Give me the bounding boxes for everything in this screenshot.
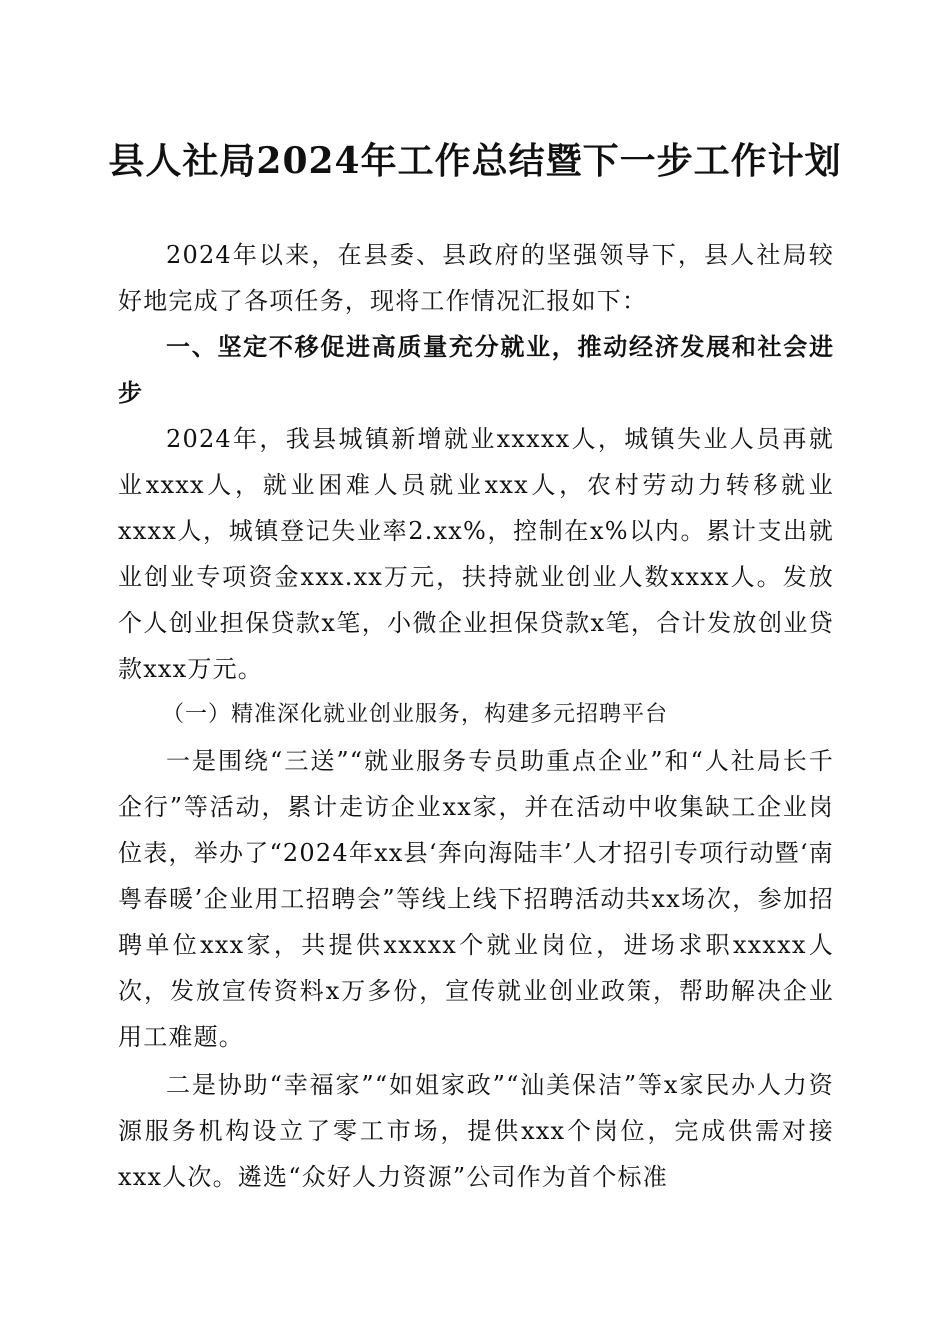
- document-body: [118, 232, 834, 1200]
- section-paragraph: 2024年，我县城镇新增就业xxxxx人，城镇失业人员再就业xxxx人，就业困难人员就业xxx人，农村劳动力转移就业xxxx人，城镇登记失业率2.xx%，控制在x%以内。累计支出就业创业专项资金xxx.xx万元，扶持就业创业人数xxxx人。发放个人创业担保贷款x笔，小微企业担保贷款x笔，合计发放创业贷款xxx万元。: [118, 425, 834, 683]
- subsection-paragraph: 一是围绕“三送”“就业服务专员助重点企业”和“人社局长千企行”等活动，累计走访企业xx家，并在活动中收集缺工企业岗位表，举办了“2024年xx县‘奔向海陆丰’人才招引专项行动暨‘南粤春暖’企业用工招聘会”等线上线下招聘活动共xx场次，参加招聘单位xxx家，共提供xxxxx个就业岗位，进场求职xxxxx人次，发放宣传资料x万多份，宣传就业创业政策，帮助解决企业用工难题。: [118, 747, 834, 1051]
- intro-paragraph: 2024年以来，在县委、县政府的坚强领导下，县人社局较好地完成了各项任务，现将工作情况汇报如下：: [118, 241, 834, 315]
- document-title: 县人社局2024年工作总结暨下一步工作计划: [108, 140, 842, 182]
- subsection-heading: （一）精准深化就业创业服务，构建多元招聘平台: [162, 702, 669, 727]
- subsection-paragraph: 二是协助“幸福家”“如姐家政”“汕美保洁”等x家民办人力资源服务机构设立了零工市场，提供xxx个岗位，完成供需对接xxx人次。遴选“众好人力资源”公司作为首个标准: [118, 1071, 834, 1191]
- section-heading: 一、坚定不移促进高质量充分就业，推动经济发展和社会进步: [118, 333, 834, 407]
